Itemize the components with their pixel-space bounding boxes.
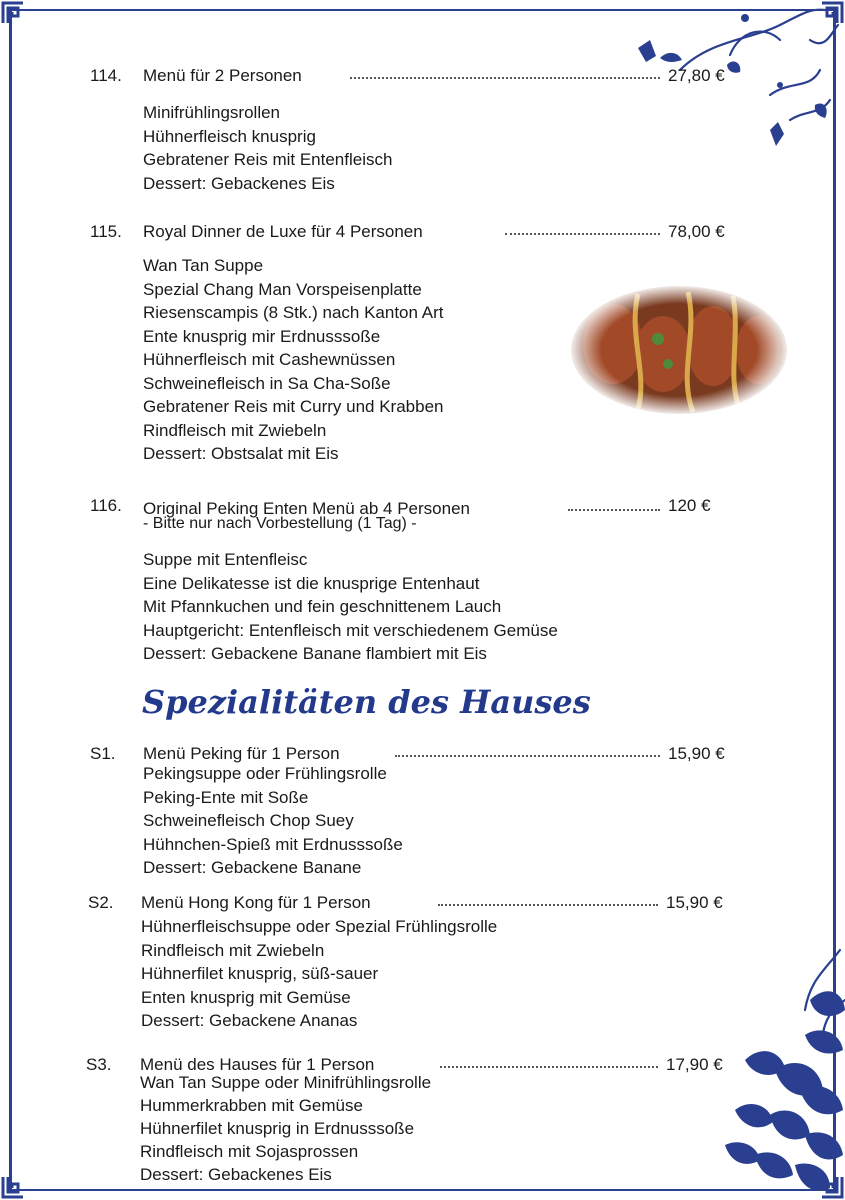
item-title: Menü Hong Kong für 1 Person — [141, 893, 371, 912]
course-line: Hühnerfleisch knusprig — [143, 126, 316, 146]
item-title: Menü Peking für 1 Person — [143, 744, 340, 763]
course-line: Dessert: Gebackene Banane flambiert mit Eis — [143, 644, 487, 663]
course-line: Minifrühlingsrollen — [143, 103, 281, 122]
item-number: S2. — [88, 893, 114, 912]
item-number: 115. — [90, 222, 122, 241]
item-header — [0, 893, 845, 915]
course-line: Hühnerfleisch mit Cashewnüssen — [143, 350, 396, 369]
item-courses — [143, 101, 392, 195]
course-line: Wan Tan Suppe — [143, 256, 264, 275]
course-line: Wan Tan Suppe oder Minifrühlingsrolle — [140, 1073, 432, 1092]
course-line: Hühnerfleischsuppe oder Spezial Frühlingsrolle — [141, 917, 498, 936]
item-price: 17,90 € — [666, 1055, 723, 1074]
dot-leader — [440, 1066, 658, 1068]
course-line: Hühnerfilet knusprig in Erdnusssoße — [140, 1119, 415, 1138]
course-line: Schweinefleisch Chop Suey — [143, 811, 354, 830]
item-header — [0, 66, 845, 88]
item-price: 27,80 € — [668, 66, 725, 85]
dot-leader — [505, 233, 660, 235]
course-line: Dessert: Gebackenes Eis — [140, 1165, 332, 1184]
course-line: Pekingsuppe oder Frühlingsrolle — [143, 764, 387, 783]
course-line: Rindfleisch mit Zwiebeln — [143, 420, 327, 440]
item-number: 114. — [90, 66, 122, 85]
item-header — [0, 744, 845, 766]
item-header — [0, 222, 845, 244]
section-title: Spezialitäten des Hauses — [142, 683, 591, 721]
dot-leader — [568, 509, 660, 511]
item-price: 78,00 € — [668, 222, 725, 241]
dish-photo — [568, 284, 790, 416]
course-line: Suppe mit Entenfleisc — [143, 550, 308, 569]
fret-corner-top-left — [0, 0, 26, 26]
course-line: Peking-Ente mit Soße — [143, 787, 309, 807]
course-line: Dessert: Obstsalat mit Eis — [143, 444, 339, 463]
course-line: Schweinefleisch in Sa Cha-Soße — [143, 373, 391, 393]
item-courses — [143, 548, 558, 666]
item-title: Menü für 2 Personen — [143, 66, 302, 85]
item-number: S1. — [90, 744, 116, 763]
course-line: Hühnerfilet knusprig, süß-sauer — [141, 964, 379, 983]
dot-leader — [350, 77, 660, 79]
item-price: 15,90 € — [666, 893, 723, 912]
item-header — [0, 496, 845, 518]
dot-leader — [438, 904, 658, 906]
course-line: Mit Pfannkuchen und fein geschnittenem Lauch — [143, 597, 502, 616]
course-line: Rindfleisch mit Zwiebeln — [141, 940, 325, 960]
item-courses — [143, 762, 403, 880]
item-title: Menü des Hauses für 1 Person — [140, 1055, 375, 1074]
item-price: 15,90 € — [668, 744, 725, 763]
course-line: Ente knusprig mir Erdnusssoße — [143, 326, 381, 346]
course-line: Dessert: Gebackenes Eis — [143, 173, 335, 193]
item-number: S3. — [86, 1055, 112, 1074]
course-line: Gebratener Reis mit Entenfleisch — [143, 150, 393, 169]
course-line: Dessert: Gebackene Ananas — [141, 1011, 358, 1030]
course-line: Gebratener Reis mit Curry und Krabben — [143, 397, 444, 416]
course-line: Riesenscampis (8 Stk.) nach Kanton Art — [143, 303, 444, 322]
item-courses — [143, 254, 443, 466]
item-price: 120 € — [668, 496, 711, 515]
course-line: Rindfleisch mit Sojasprossen — [140, 1142, 359, 1161]
course-line: Hühnchen-Spieß mit Erdnusssoße — [143, 834, 403, 854]
course-line: Eine Delikatesse ist die knusprige Entenhaut — [143, 573, 480, 593]
item-courses — [141, 915, 497, 1033]
dot-leader — [395, 755, 660, 757]
item-courses — [140, 1071, 431, 1186]
item-number: 116. — [90, 496, 122, 515]
fret-corner-bottom-left — [0, 1174, 26, 1200]
course-line: Enten knusprig mit Gemüse — [141, 987, 351, 1007]
course-line: Spezial Chang Man Vorspeisenplatte — [143, 279, 422, 299]
item-title: Original Peking Enten Menü ab 4 Personen — [143, 499, 470, 518]
item-title: Royal Dinner de Luxe für 4 Personen — [143, 222, 423, 241]
course-line: Dessert: Gebackene Banane — [143, 858, 362, 877]
course-line: Hauptgericht: Entenfleisch mit verschiedenem Gemüse — [143, 620, 558, 640]
preorder-note: - Bitte nur nach Vorbestellung (1 Tag) - — [143, 515, 417, 532]
course-line: Hummerkrabben mit Gemüse — [140, 1096, 363, 1115]
